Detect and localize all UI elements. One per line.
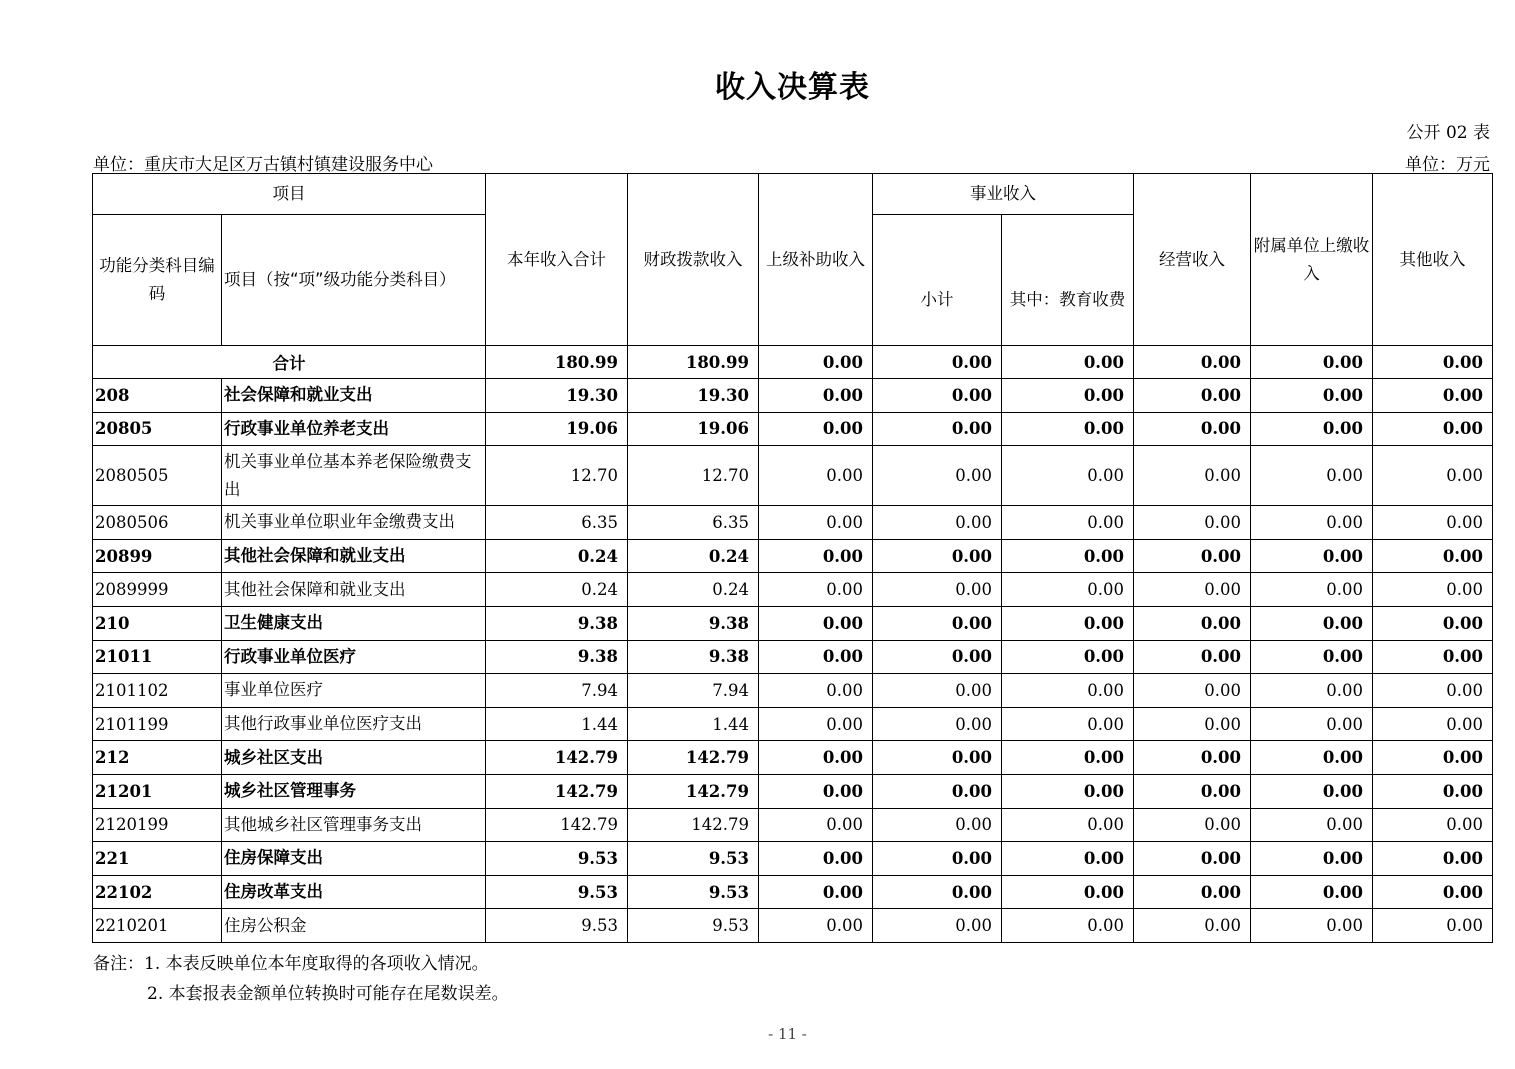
row-value: 0.00 (873, 539, 1002, 573)
row-value: 142.79 (486, 774, 628, 808)
note-1: 备注：1. 本表反映单位本年度取得的各项收入情况。 (93, 954, 489, 974)
row-code: 221 (93, 842, 222, 876)
row-code: 20805 (93, 412, 222, 446)
table-row (93, 606, 1493, 640)
row-value: 142.79 (486, 808, 628, 842)
row-value: 0.24 (486, 573, 628, 607)
row-value: 9.38 (628, 640, 759, 674)
row-value: 0.00 (759, 446, 873, 506)
header-subtotal: 小计 (873, 215, 1002, 346)
row-value: 142.79 (628, 741, 759, 775)
row-value: 0.00 (1002, 606, 1134, 640)
table-row (93, 379, 1493, 413)
row-value: 0.00 (1373, 606, 1493, 640)
row-value: 9.53 (628, 875, 759, 909)
row-value: 0.00 (759, 842, 873, 876)
row-value: 0.00 (1134, 640, 1251, 674)
row-value: 0.24 (628, 539, 759, 573)
row-name: 住房保障支出 (222, 842, 486, 876)
row-value: 0.00 (1251, 842, 1373, 876)
row-value: 0.00 (1373, 539, 1493, 573)
row-value: 0.00 (1002, 741, 1134, 775)
row-value: 9.38 (486, 606, 628, 640)
row-value: 0.00 (873, 909, 1002, 943)
row-value: 0.00 (759, 909, 873, 943)
row-value: 0.00 (1002, 412, 1134, 446)
row-value: 9.53 (628, 909, 759, 943)
row-value: 0.00 (873, 379, 1002, 413)
total-value: 180.99 (628, 346, 759, 379)
row-value: 0.00 (1134, 707, 1251, 741)
row-code: 2210201 (93, 909, 222, 943)
table-row (93, 842, 1493, 876)
header-name: 项目（按“项”级功能分类科目） (222, 215, 486, 346)
row-value: 0.00 (1251, 640, 1373, 674)
row-code: 2101199 (93, 707, 222, 741)
row-name: 城乡社区管理事务 (222, 774, 486, 808)
row-value: 0.00 (1002, 446, 1134, 506)
row-name: 其他社会保障和就业支出 (222, 573, 486, 607)
row-value: 0.00 (1251, 446, 1373, 506)
row-value: 9.53 (486, 842, 628, 876)
table-row (93, 875, 1493, 909)
row-code: 2101102 (93, 674, 222, 708)
row-value: 142.79 (486, 741, 628, 775)
page-title: 收入决算表 (715, 70, 870, 105)
row-value: 0.00 (759, 808, 873, 842)
row-value: 0.00 (759, 741, 873, 775)
row-value: 0.00 (873, 875, 1002, 909)
row-name: 其他行政事业单位医疗支出 (222, 707, 486, 741)
row-name: 卫生健康支出 (222, 606, 486, 640)
row-value: 0.00 (1002, 573, 1134, 607)
row-value: 19.06 (628, 412, 759, 446)
row-value: 0.00 (1373, 707, 1493, 741)
unit-currency: 单位：万元 (1405, 155, 1490, 175)
header-total-income: 本年收入合计 (486, 174, 628, 346)
row-value: 0.00 (1251, 909, 1373, 943)
row-value: 0.00 (1373, 412, 1493, 446)
row-value: 0.00 (1002, 379, 1134, 413)
table-row (93, 573, 1493, 607)
row-value: 0.00 (1373, 573, 1493, 607)
header-operating: 经营收入 (1134, 174, 1251, 346)
row-value: 9.38 (486, 640, 628, 674)
row-value: 0.00 (1251, 808, 1373, 842)
row-code: 20899 (93, 539, 222, 573)
row-code: 2080506 (93, 506, 222, 540)
income-table (92, 173, 1493, 943)
total-row (93, 346, 1493, 379)
header-code: 功能分类科目编码 (93, 215, 222, 346)
row-name: 住房公积金 (222, 909, 486, 943)
table-row (93, 707, 1493, 741)
row-value: 0.00 (873, 606, 1002, 640)
row-value: 0.00 (1251, 606, 1373, 640)
row-value: 0.24 (628, 573, 759, 607)
row-value: 0.00 (873, 842, 1002, 876)
row-value: 0.00 (873, 446, 1002, 506)
row-value: 0.00 (1251, 674, 1373, 708)
row-code: 2120199 (93, 808, 222, 842)
row-value: 0.00 (1373, 506, 1493, 540)
row-code: 210 (93, 606, 222, 640)
row-name: 机关事业单位基本养老保险缴费支出 (222, 446, 486, 506)
row-value: 0.00 (759, 640, 873, 674)
header-education-fee: 其中：教育收费 (1002, 215, 1134, 346)
row-name: 社会保障和就业支出 (222, 379, 486, 413)
row-code: 22102 (93, 875, 222, 909)
row-value: 0.00 (759, 674, 873, 708)
row-value: 0.00 (1134, 506, 1251, 540)
row-value: 0.00 (759, 606, 873, 640)
total-value: 180.99 (486, 346, 628, 379)
row-value: 0.00 (1134, 842, 1251, 876)
table-row (93, 539, 1493, 573)
row-value: 0.00 (1134, 446, 1251, 506)
row-value: 0.00 (1134, 875, 1251, 909)
row-value: 0.00 (1002, 674, 1134, 708)
row-code: 208 (93, 379, 222, 413)
row-value: 0.24 (486, 539, 628, 573)
row-value: 0.00 (1134, 412, 1251, 446)
row-code: 21011 (93, 640, 222, 674)
row-value: 0.00 (873, 506, 1002, 540)
row-value: 0.00 (1251, 707, 1373, 741)
total-value: 0.00 (1373, 346, 1493, 379)
row-value: 0.00 (873, 412, 1002, 446)
row-name: 行政事业单位医疗 (222, 640, 486, 674)
row-value: 0.00 (1373, 640, 1493, 674)
row-value: 0.00 (1251, 741, 1373, 775)
table-row (93, 909, 1493, 943)
row-value: 0.00 (1134, 808, 1251, 842)
row-value: 9.53 (486, 909, 628, 943)
total-value: 0.00 (1134, 346, 1251, 379)
table-header (93, 174, 1493, 346)
row-name: 行政事业单位养老支出 (222, 412, 486, 446)
row-value: 9.53 (486, 875, 628, 909)
row-code: 2089999 (93, 573, 222, 607)
row-value: 1.44 (628, 707, 759, 741)
row-value: 0.00 (873, 573, 1002, 607)
row-value: 0.00 (873, 707, 1002, 741)
row-value: 0.00 (1251, 412, 1373, 446)
row-value: 0.00 (1002, 506, 1134, 540)
row-value: 19.06 (486, 412, 628, 446)
row-code: 2080505 (93, 446, 222, 506)
row-value: 0.00 (1134, 741, 1251, 775)
row-name: 其他城乡社区管理事务支出 (222, 808, 486, 842)
row-value: 0.00 (1373, 774, 1493, 808)
row-value: 0.00 (1002, 909, 1134, 943)
row-value: 0.00 (1134, 379, 1251, 413)
header-other: 其他收入 (1373, 174, 1493, 346)
header-fiscal: 财政拨款收入 (628, 174, 759, 346)
row-value: 0.00 (759, 412, 873, 446)
row-value: 0.00 (1002, 808, 1134, 842)
row-value: 0.00 (1134, 573, 1251, 607)
row-value: 0.00 (1251, 875, 1373, 909)
row-name: 事业单位医疗 (222, 674, 486, 708)
row-value: 0.00 (873, 774, 1002, 808)
row-value: 0.00 (759, 379, 873, 413)
row-value: 0.00 (1134, 674, 1251, 708)
row-value: 0.00 (1002, 774, 1134, 808)
table-row (93, 640, 1493, 674)
row-value: 19.30 (486, 379, 628, 413)
row-value: 0.00 (1251, 774, 1373, 808)
row-value: 0.00 (759, 707, 873, 741)
row-value: 0.00 (1002, 539, 1134, 573)
header-superior-subsidy: 上级补助收入 (759, 174, 873, 346)
row-value: 0.00 (873, 640, 1002, 674)
note-2: 2. 本套报表金额单位转换时可能存在尾数误差。 (147, 984, 509, 1004)
row-value: 12.70 (486, 446, 628, 506)
header-item: 项目 (93, 174, 486, 215)
row-value: 1.44 (486, 707, 628, 741)
table-row (93, 412, 1493, 446)
row-name: 城乡社区支出 (222, 741, 486, 775)
row-value: 0.00 (1251, 506, 1373, 540)
row-value: 0.00 (1134, 539, 1251, 573)
row-value: 0.00 (1373, 808, 1493, 842)
row-value: 0.00 (1373, 842, 1493, 876)
row-value: 0.00 (759, 774, 873, 808)
row-name: 住房改革支出 (222, 875, 486, 909)
row-value: 0.00 (1002, 640, 1134, 674)
row-value: 7.94 (486, 674, 628, 708)
header-affiliated: 附属单位上缴收入 (1251, 174, 1373, 346)
table-row (93, 506, 1493, 540)
table-row (93, 446, 1493, 506)
row-value: 0.00 (873, 741, 1002, 775)
row-value: 142.79 (628, 774, 759, 808)
header-business-income: 事业收入 (873, 174, 1134, 215)
row-value: 12.70 (628, 446, 759, 506)
row-value: 0.00 (1134, 606, 1251, 640)
row-value: 0.00 (873, 808, 1002, 842)
page-number: - 11 - (768, 1025, 807, 1043)
total-value: 0.00 (1251, 346, 1373, 379)
row-value: 6.35 (486, 506, 628, 540)
table-row (93, 808, 1493, 842)
row-value: 0.00 (759, 539, 873, 573)
row-value: 9.53 (628, 842, 759, 876)
row-value: 0.00 (1002, 875, 1134, 909)
row-value: 0.00 (1251, 379, 1373, 413)
row-value: 142.79 (628, 808, 759, 842)
total-value: 0.00 (759, 346, 873, 379)
total-value: 0.00 (1002, 346, 1134, 379)
row-value: 0.00 (1251, 539, 1373, 573)
row-value: 0.00 (759, 875, 873, 909)
total-label: 合计 (93, 346, 486, 379)
row-value: 0.00 (1002, 707, 1134, 741)
row-value: 9.38 (628, 606, 759, 640)
row-name: 机关事业单位职业年金缴费支出 (222, 506, 486, 540)
total-value: 0.00 (873, 346, 1002, 379)
row-value: 0.00 (1373, 379, 1493, 413)
row-code: 212 (93, 741, 222, 775)
row-value: 0.00 (1134, 909, 1251, 943)
unit-organization: 单位：重庆市大足区万古镇村镇建设服务中心 (93, 155, 433, 175)
row-value: 19.30 (628, 379, 759, 413)
table-row (93, 674, 1493, 708)
row-value: 0.00 (759, 506, 873, 540)
row-value: 0.00 (1373, 674, 1493, 708)
row-value: 0.00 (1373, 741, 1493, 775)
form-number: 公开 02 表 (1406, 123, 1490, 143)
row-code: 21201 (93, 774, 222, 808)
row-value: 0.00 (1373, 875, 1493, 909)
row-value: 0.00 (1373, 446, 1493, 506)
row-value: 0.00 (873, 674, 1002, 708)
row-name: 其他社会保障和就业支出 (222, 539, 486, 573)
row-value: 0.00 (1373, 909, 1493, 943)
row-value: 7.94 (628, 674, 759, 708)
row-value: 0.00 (1002, 842, 1134, 876)
row-value: 6.35 (628, 506, 759, 540)
row-value: 0.00 (1251, 573, 1373, 607)
table-row (93, 741, 1493, 775)
table-row (93, 774, 1493, 808)
row-value: 0.00 (1134, 774, 1251, 808)
table-body (93, 346, 1493, 943)
row-value: 0.00 (759, 573, 873, 607)
